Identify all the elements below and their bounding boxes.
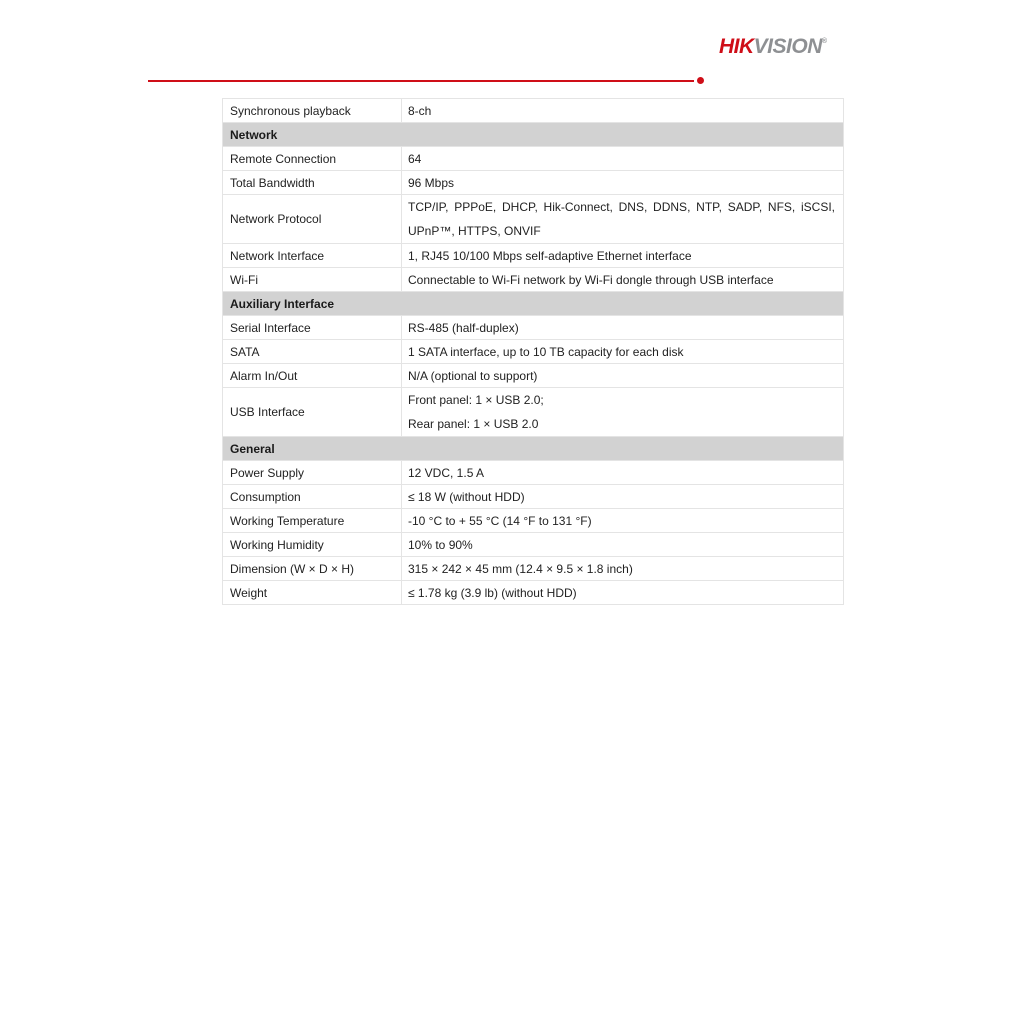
spec-value: N/A (optional to support) <box>402 364 844 388</box>
spec-row <box>223 244 844 268</box>
spec-value: Connectable to Wi-Fi network by Wi-Fi dongle through USB interface <box>402 268 844 292</box>
section-header-row <box>223 292 844 316</box>
spec-label: Total Bandwidth <box>223 171 402 195</box>
spec-value: 12 VDC, 1.5 A <box>402 461 844 485</box>
spec-label: Synchronous playback <box>223 99 402 123</box>
spec-row <box>223 388 844 437</box>
spec-label: Remote Connection <box>223 147 402 171</box>
hikvision-logo <box>719 31 827 58</box>
spec-value: -10 °C to + 55 °C (14 °F to 131 °F) <box>402 509 844 533</box>
spec-value-line: Front panel: 1 × USB 2.0; <box>408 393 544 407</box>
spec-row <box>223 340 844 364</box>
spec-table <box>222 98 844 605</box>
spec-label: Power Supply <box>223 461 402 485</box>
spec-value: ≤ 18 W (without HDD) <box>402 485 844 509</box>
section-header-label: Auxiliary Interface <box>223 292 844 316</box>
spec-label: Alarm In/Out <box>223 364 402 388</box>
logo-text-hik: HIK <box>719 35 754 58</box>
spec-label: USB Interface <box>223 388 402 437</box>
spec-row <box>223 509 844 533</box>
spec-value: 8-ch <box>402 99 844 123</box>
spec-label: Dimension (W × D × H) <box>223 557 402 581</box>
spec-value: 10% to 90% <box>402 533 844 557</box>
spec-row <box>223 147 844 171</box>
spec-row <box>223 581 844 605</box>
spec-row <box>223 533 844 557</box>
spec-label: Weight <box>223 581 402 605</box>
spec-value: 315 × 242 × 45 mm (12.4 × 9.5 × 1.8 inch) <box>402 557 844 581</box>
registered-trademark-mark: ® <box>821 38 828 45</box>
header-divider-dot <box>697 77 704 84</box>
spec-value: RS-485 (half-duplex) <box>402 316 844 340</box>
spec-value <box>402 388 844 437</box>
spec-row <box>223 99 844 123</box>
spec-row <box>223 485 844 509</box>
spec-value: 96 Mbps <box>402 171 844 195</box>
spec-label: Working Humidity <box>223 533 402 557</box>
spec-value: TCP/IP, PPPoE, DHCP, Hik-Connect, DNS, DDNS, NTP, SADP, NFS, iSCSI, UPnP™, HTTPS, ONVIF <box>402 195 844 244</box>
spec-table-body <box>223 99 844 605</box>
spec-row <box>223 195 844 244</box>
header-divider-line <box>148 80 694 82</box>
spec-label: Working Temperature <box>223 509 402 533</box>
spec-row <box>223 461 844 485</box>
spec-label: SATA <box>223 340 402 364</box>
spec-row <box>223 557 844 581</box>
section-header-label: General <box>223 437 844 461</box>
spec-label: Consumption <box>223 485 402 509</box>
spec-row <box>223 364 844 388</box>
spec-label: Network Protocol <box>223 195 402 244</box>
spec-value: 1, RJ45 10/100 Mbps self-adaptive Ethernet interface <box>402 244 844 268</box>
logo-text-vision: VISION <box>753 35 822 58</box>
spec-value: 64 <box>402 147 844 171</box>
spec-label: Wi-Fi <box>223 268 402 292</box>
spec-row <box>223 268 844 292</box>
spec-value-line: Rear panel: 1 × USB 2.0 <box>408 417 539 431</box>
spec-label: Serial Interface <box>223 316 402 340</box>
section-header-label: Network <box>223 123 844 147</box>
spec-label: Network Interface <box>223 244 402 268</box>
spec-value: 1 SATA interface, up to 10 TB capacity for each disk <box>402 340 844 364</box>
section-header-row <box>223 437 844 461</box>
spec-row <box>223 316 844 340</box>
section-header-row <box>223 123 844 147</box>
spec-value: ≤ 1.78 kg (3.9 lb) (without HDD) <box>402 581 844 605</box>
spec-row <box>223 171 844 195</box>
